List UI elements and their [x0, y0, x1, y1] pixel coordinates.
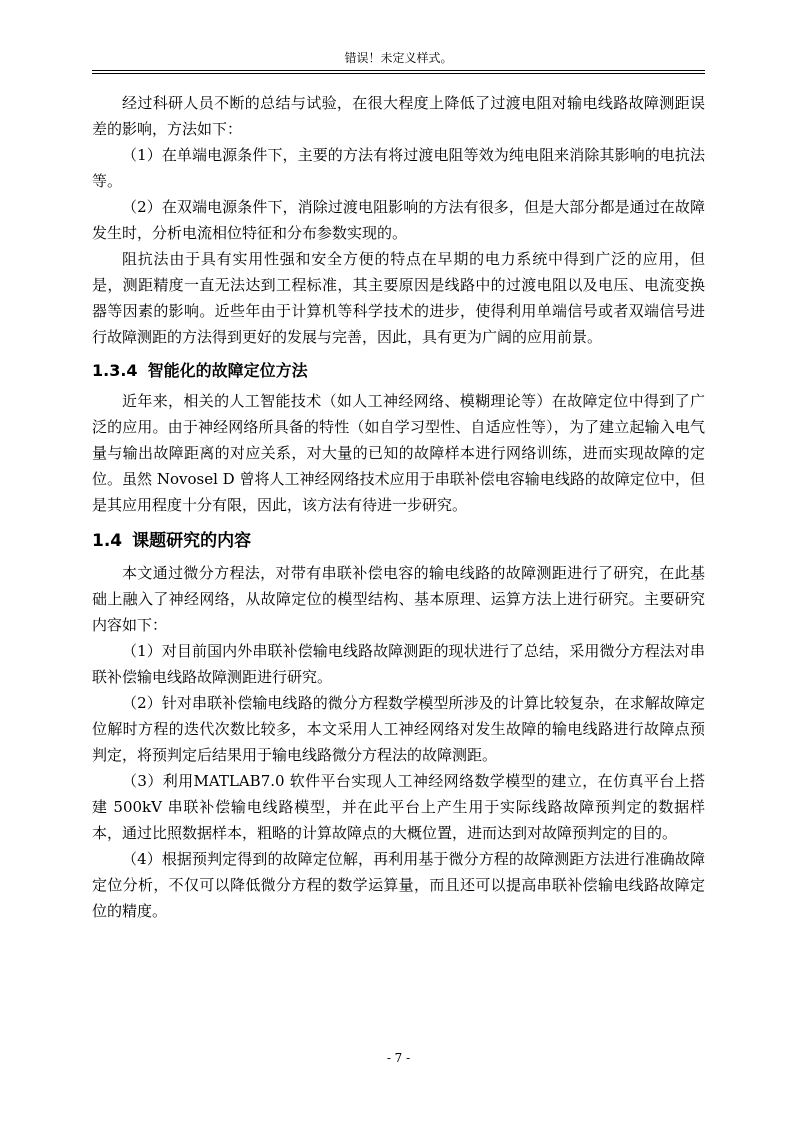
page-body: [92, 90, 705, 924]
paragraph: 阻抗法由于具有实用性强和安全方便的特点在早期的电力系统中得到广泛的应用，但是，测距精度一直无法达到工程标准，其主要原因是线路中的过渡电阻以及电压、电流变换器等因素的影响。近些年由于计算机等科学技术的进步，使得利用单端信号或者双端信号进行故障测距的方法得到更好的发展与完善，因此，具有更为广阔的应用前景。: [92, 250, 705, 346]
section-number: 1.4: [92, 531, 123, 551]
section-number: 1.3.4: [92, 361, 138, 380]
paragraph: 近年来，相关的人工智能技术（如人工神经网络、模糊理论等）在故障定位中得到了广泛的应用。由于神经网络所具备的特性（如自学习型性、自适应性等），为了建立起输入电气量与输出故障距离的对应关系，对大量的已知的故障样本进行网络训练，进而实现故障的定位。虽然 Novosel D 曾将人工神经网络技术应用于串联补偿电容输电线路的故障定位中，但是其应用程度十分有限，因此，该方法有待进一步研究。: [92, 392, 705, 514]
list-item: （1）对目前国内外串联补偿输电线路故障测距的现状进行了总结，采用微分方程法对串联补偿输电线路故障测距进行研究。: [92, 642, 705, 686]
page-number: - 7 -: [386, 1051, 411, 1065]
section-title: 智能化的故障定位方法: [147, 361, 308, 380]
header-rule: [92, 70, 705, 74]
list-item: （1）在单端电源条件下，主要的方法有将过渡电阻等效为纯电阻来消除其影响的电抗法等。: [92, 146, 705, 190]
page-header: 错误！未定义样式。: [344, 51, 453, 65]
paragraph: 本文通过微分方程法，对带有串联补偿电容的输电线路的故障测距进行了研究，在此基础上融入了神经网络，从故障定位的模型结构、基本原理、运算方法上进行研究。主要研究内容如下：: [92, 564, 705, 634]
section-heading-1-4: [92, 528, 705, 554]
list-item: （3）利用MATLAB7.0 软件平台实现人工神经网络数学模型的建立，在仿真平台上搭建 500kV 串联补偿输电线路模型，并在此平台上产生用于实际线路故障预判定的数据样本，通过比照数据样本，粗略的计算故障点的大概位置，进而达到对故障预判定的目的。: [92, 772, 705, 842]
section-title: 课题研究的内容: [132, 531, 252, 551]
list-item: （2）针对串联补偿输电线路的微分方程数学模型所涉及的计算比较复杂，在求解故障定位解时方程的迭代次数比较多，本文采用人工神经网络对发生故障的输电线路进行故障点预判定，将预判定后结果用于输电线路微分方程法的故障测距。: [92, 694, 705, 764]
list-item: （2）在双端电源条件下，消除过渡电阻影响的方法有很多，但是大部分都是通过在故障发生时，分析电流相位特征和分布参数实现的。: [92, 198, 705, 242]
section-heading-1-3-4: [92, 358, 705, 384]
paragraph: 经过科研人员不断的总结与试验，在很大程度上降低了过渡电阻对输电线路故障测距误差的影响，方法如下：: [92, 94, 705, 138]
list-item: （4）根据预判定得到的故障定位解，再利用基于微分方程的故障测距方法进行准确故障定位分析，不仅可以降低微分方程的数学运算量，而且还可以提高串联补偿输电线路故障定位的精度。: [92, 850, 705, 920]
